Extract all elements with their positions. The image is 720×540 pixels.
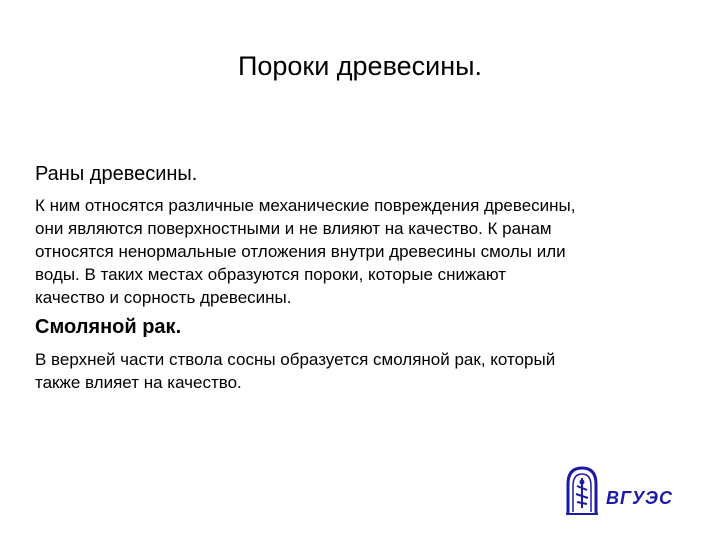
university-logo	[562, 464, 682, 516]
university-emblem-icon	[562, 464, 602, 516]
section-body-wood-wounds	[35, 194, 695, 309]
text-line: воды. В таких местах образуются пороки, которые снижают	[35, 265, 507, 284]
slide-title: Пороки древесины.	[237, 51, 483, 81]
text-line: относятся ненормальные отложения внутри древесины смолы или	[35, 242, 566, 261]
section-heading-resin-canker: Смоляной рак.	[35, 316, 182, 338]
section-body-resin-canker	[35, 348, 695, 394]
text-line: также влияет на качество.	[35, 373, 242, 392]
text-line: К ним относятся различные механические повреждения древесины,	[35, 196, 576, 215]
text-line: качество и сорность древесины.	[35, 288, 292, 307]
text-line: В верхней части ствола сосны образуется смоляной рак, который	[35, 350, 556, 369]
text-line: они являются поверхностными и не влияют на качество. К ранам	[35, 219, 552, 238]
section-heading-wood-wounds: Раны древесины.	[35, 163, 198, 185]
logo-text: ВГУЭС	[606, 488, 673, 508]
